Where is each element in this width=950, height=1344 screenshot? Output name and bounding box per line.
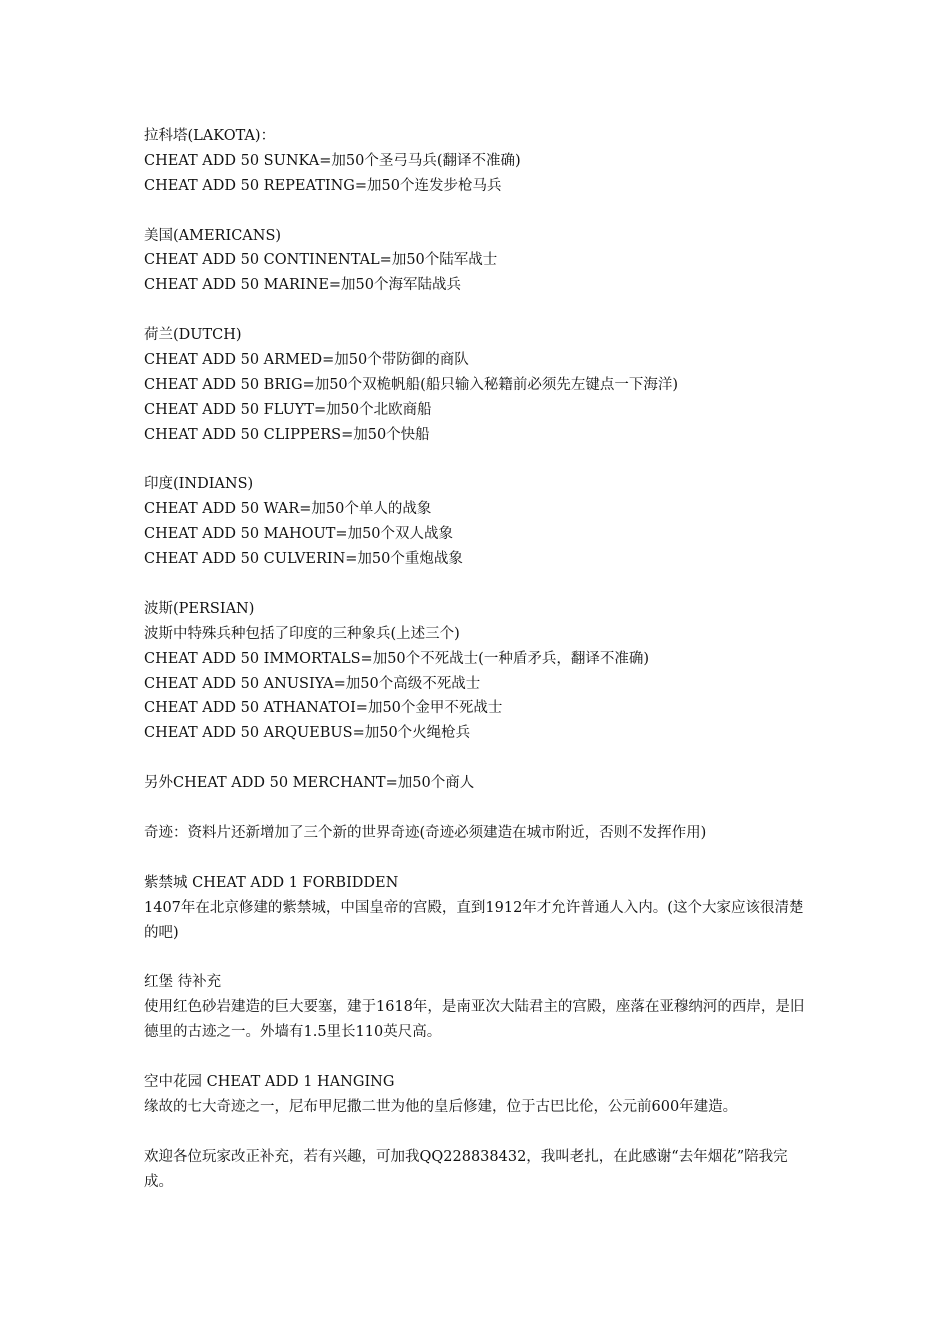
wonder-description-forbidden: 1407年在北京修建的紫禁城，中国皇帝的宫殿，直到1912年才允许普通人入内。(这个大家应该很清楚的吧)	[144, 899, 804, 941]
cheat-line: CHEAT ADD 50 ATHANATOI=加50个金甲不死战士	[144, 700, 503, 717]
blank-line	[144, 846, 814, 871]
section-heading-dutch: 荷兰(DUTCH)	[144, 327, 242, 344]
wonder-heading-red-fort: 红堡 待补充	[144, 974, 222, 991]
cheat-line: CHEAT ADD 50 BRIG=加50个双桅帆船(船只输入秘籍前必须先左键点一下海洋)	[144, 376, 678, 393]
cheat-line: CHEAT ADD 50 ANUSIYA=加50个高级不死战士	[144, 675, 481, 692]
note-line: 波斯中特殊兵种包括了印度的三种象兵(上述三个)	[144, 625, 460, 642]
document-body	[144, 124, 814, 1194]
cheat-line: CHEAT ADD 50 CLIPPERS=加50个快船	[144, 426, 430, 443]
wonder-heading-hanging: 空中花园 CHEAT ADD 1 HANGING	[144, 1073, 395, 1090]
wonder-description-hanging: 缘故的七大奇迹之一，尼布甲尼撒二世为他的皇后修建，位于古巴比伦，公元前600年建造。	[144, 1098, 738, 1115]
section-heading-americans: 美国(AMERICANS)	[144, 227, 282, 244]
cheat-line: CHEAT ADD 50 FLUYT=加50个北欧商船	[144, 401, 432, 418]
blank-line	[144, 1045, 814, 1070]
blank-line	[144, 945, 814, 970]
wonders-intro: 奇迹：资料片还新增加了三个新的世界奇迹(奇迹必须建造在城市附近，否则不发挥作用)	[144, 824, 707, 841]
extra-cheat-line: 另外CHEAT ADD 50 MERCHANT=加50个商人	[144, 775, 475, 792]
cheat-line: CHEAT ADD 50 MARINE=加50个海军陆战兵	[144, 277, 462, 294]
cheat-line: CHEAT ADD 50 CULVERIN=加50个重炮战象	[144, 551, 463, 568]
blank-line	[144, 298, 814, 323]
section-heading-persian: 波斯(PERSIAN)	[144, 600, 255, 617]
wonder-heading-forbidden: 紫禁城 CHEAT ADD 1 FORBIDDEN	[144, 874, 399, 891]
section-heading-lakota: 拉科塔(LAKOTA)：	[144, 128, 276, 144]
blank-line	[144, 796, 814, 821]
cheat-line: CHEAT ADD 50 IMMORTALS=加50个不死战士(一种盾矛兵，翻译不准确)	[144, 650, 649, 667]
cheat-line: CHEAT ADD 50 ARQUEBUS=加50个火绳枪兵	[144, 725, 471, 742]
blank-line	[144, 1120, 814, 1145]
closing-paragraph: 欢迎各位玩家改正补充，若有兴趣，可加我QQ228838432，我叫老扎，在此感谢“去年烟花”陪我完成。	[144, 1148, 788, 1190]
blank-line	[144, 448, 814, 473]
cheat-line: CHEAT ADD 50 SUNKA=加50个圣弓马兵(翻译不准确)	[144, 152, 521, 169]
blank-line	[144, 572, 814, 597]
blank-line	[144, 746, 814, 771]
cheat-line: CHEAT ADD 50 ARMED=加50个带防御的商队	[144, 352, 469, 369]
cheat-line: CHEAT ADD 50 WAR=加50个单人的战象	[144, 501, 432, 518]
cheat-line: CHEAT ADD 50 REPEATING=加50个连发步枪马兵	[144, 177, 502, 194]
blank-line	[144, 199, 814, 224]
cheat-line: CHEAT ADD 50 CONTINENTAL=加50个陆军战士	[144, 252, 498, 269]
cheat-line: CHEAT ADD 50 MAHOUT=加50个双人战象	[144, 526, 454, 543]
section-heading-indians: 印度(INDIANS)	[144, 476, 254, 493]
wonder-description-red-fort: 使用红色砂岩建造的巨大要塞，建于1618年，是南亚次大陆君主的宫殿，座落在亚穆纳河的西岸，是旧德里的古迹之一。外墙有1.5里长110英尺高。	[144, 999, 805, 1041]
